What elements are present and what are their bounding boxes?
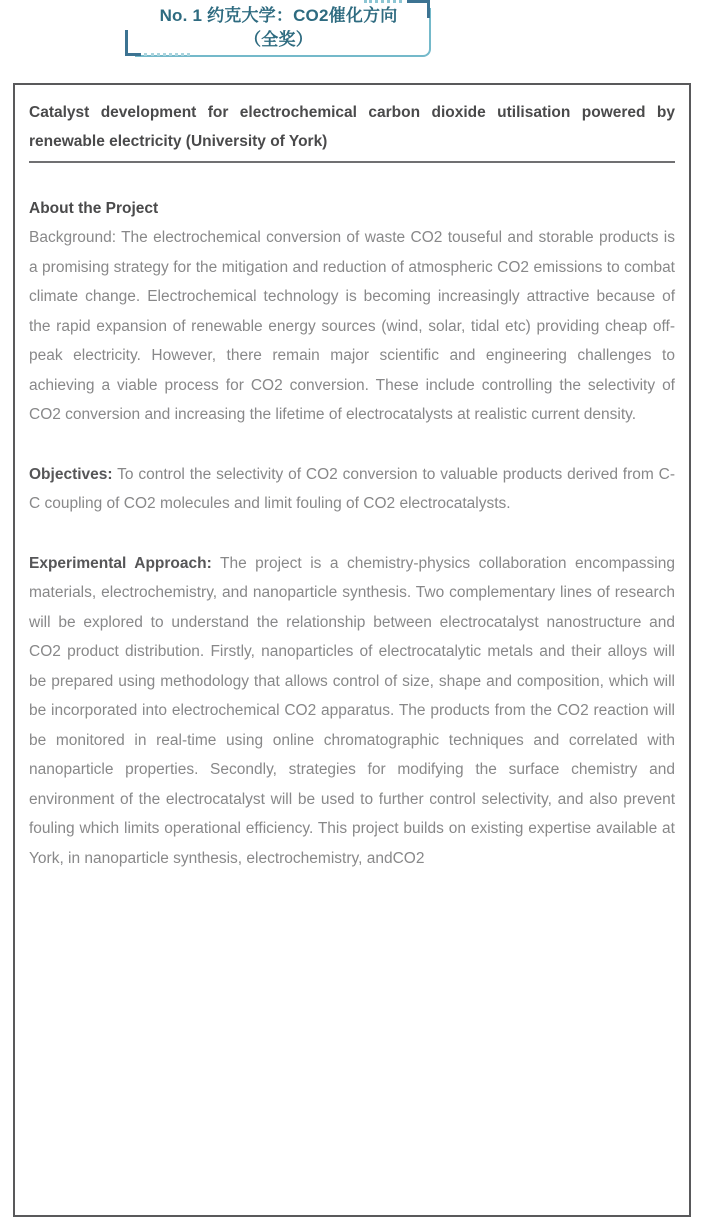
experimental-approach-label: Experimental Approach: [29, 554, 212, 572]
header-badge [125, 0, 432, 58]
about-project-heading: About the Project [29, 200, 159, 217]
experimental-approach-paragraph [29, 549, 675, 874]
objectives-label: Objectives: [29, 465, 113, 483]
experimental-approach-text: The project is a chemistry-physics collaboration encompassing materials, electrochemistry, and nanoparticle synthesis. Two complementary lines of research will be explored to understand the relationship between electrocatalyst nanostructure and CO2 product distribution. Firstly, nanoparticles of electrocatalytic metals and their alloys will be prepared using methodology that allows control of size, shape and composition, which will be incorporated into electrochemical CO2 apparatus. The products from the CO2 reaction will be monitored in real-time using online chromatographic techniques and correlated with nanoparticle properties. Secondly, strategies for modifying the surface chemistry and environment of the electrocatalyst will be used to further control selectivity, and also prevent fouling which limits operational efficiency. This project builds on existing expertise available at York, in nanoparticle synthesis, electrochemistry, andCO2 [29, 554, 675, 867]
badge-dotted-line-bottom [144, 53, 190, 56]
badge-title-line2: （全奖） [244, 30, 313, 49]
badge-title [125, 4, 432, 52]
objectives-text: To control the selectivity of CO2 conversion to valuable products derived from C-C coupling of CO2 molecules and limit fouling of CO2 electrocatalysts. [29, 465, 675, 512]
document-box [13, 83, 691, 1217]
title-divider [29, 161, 675, 163]
badge-dotted-line-top [364, 0, 402, 3]
background-paragraph: Background: The electrochemical conversion of waste CO2 touseful and storable products is a promising strategy for the mitigation and reduction of atmospheric CO2 emissions to combat climate change. Electrochemical technology is becoming increasingly attractive because of the rapid expansion of renewable energy sources (wind, solar, tidal etc) providing cheap off-peak electricity. However, there remain major scientific and engineering challenges to achieving a viable process for CO2 conversion. These include controlling the selectivity of CO2 conversion and increasing the lifetime of electrocatalysts at realistic current density. [29, 229, 675, 423]
badge-title-line1: No. 1 约克大学：CO2催化方向 [159, 6, 398, 25]
document-title: Catalyst development for electrochemical carbon dioxide utilisation powered by renewable electricity (University of York) [29, 104, 675, 150]
objectives-paragraph [29, 460, 675, 519]
